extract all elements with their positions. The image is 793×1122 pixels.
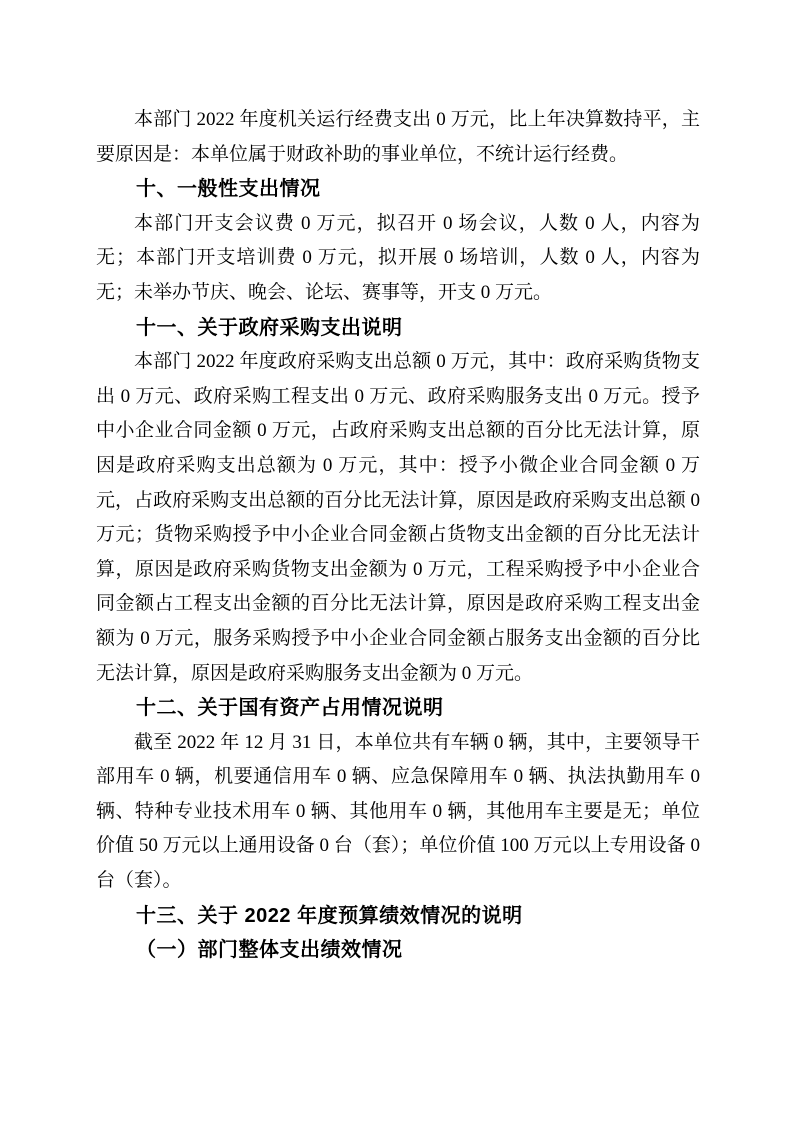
paragraph-government-procurement-detail: 本部门 2022 年度政府采购支出总额 0 万元，其中：政府采购货物支出 0 万元、政府采购工程支出 0 万元、政府采购服务支出 0 万元。授予中小企业合同金额 0 万元，占政府采购支出总额的百分比无法计算，原因是政府采购支出总额为 0 万元，其中：授予小微企业合同金额 0 万元，占政府采购支出总额的百分比无法计算，原因是政府采购支出总额 0 万元；货物采购授予中小企业合同金额占货物支出金额的百分比无法计算，原因是政府采购货物支出金额为 0 万元，工程采购授予中小企业合同金额占工程支出金额的百分比无法计算，原因是政府采购工程支出金额为 0 万元，服务采购授予中小企业合同金额占服务支出金额的百分比无法计算，原因是政府采购服务支出金额为 0 万元。 xyxy=(96,351,700,684)
heading-section-10-general-expenditure: 十、一般性支出情况 xyxy=(136,178,321,201)
heading-section-13-budget-performance: 十三、关于 2022 年度预算绩效情况的说明 xyxy=(136,904,523,927)
heading-subsection-1-department-overall-performance: （一）部门整体支出绩效情况 xyxy=(136,939,403,962)
heading-section-11-government-procurement: 十一、关于政府采购支出说明 xyxy=(136,316,403,339)
heading-section-12-state-owned-assets: 十二、关于国有资产占用情况说明 xyxy=(136,697,444,720)
paragraph-vehicles-and-equipment: 截至 2022 年 12 月 31 日，本单位共有车辆 0 辆，其中，主要领导干部用车 0 辆，机要通信用车 0 辆、应急保障用车 0 辆、执法执勤用车 0 辆、特种专业技术用车 0 辆、其他用车 0 辆，其他用车主要是无；单位价值 50 万元以上通用设备 0 台（套）；单位价值 100 万元以上专用设备 0 台（套）。 xyxy=(96,731,700,892)
paragraph-agency-operating-expense: 本部门 2022 年度机关运行经费支出 0 万元，比上年决算数持平，主要原因是：本单位属于财政补助的事业单位，不统计运行经费。 xyxy=(96,109,700,165)
paragraph-meetings-training-events: 本部门开支会议费 0 万元，拟召开 0 场会议，人数 0 人，内容为无；本部门开支培训费 0 万元，拟开展 0 场培训，人数 0 人，内容为无；未举办节庆、晚会、论坛、赛事等，开支 0 万元。 xyxy=(96,212,700,303)
